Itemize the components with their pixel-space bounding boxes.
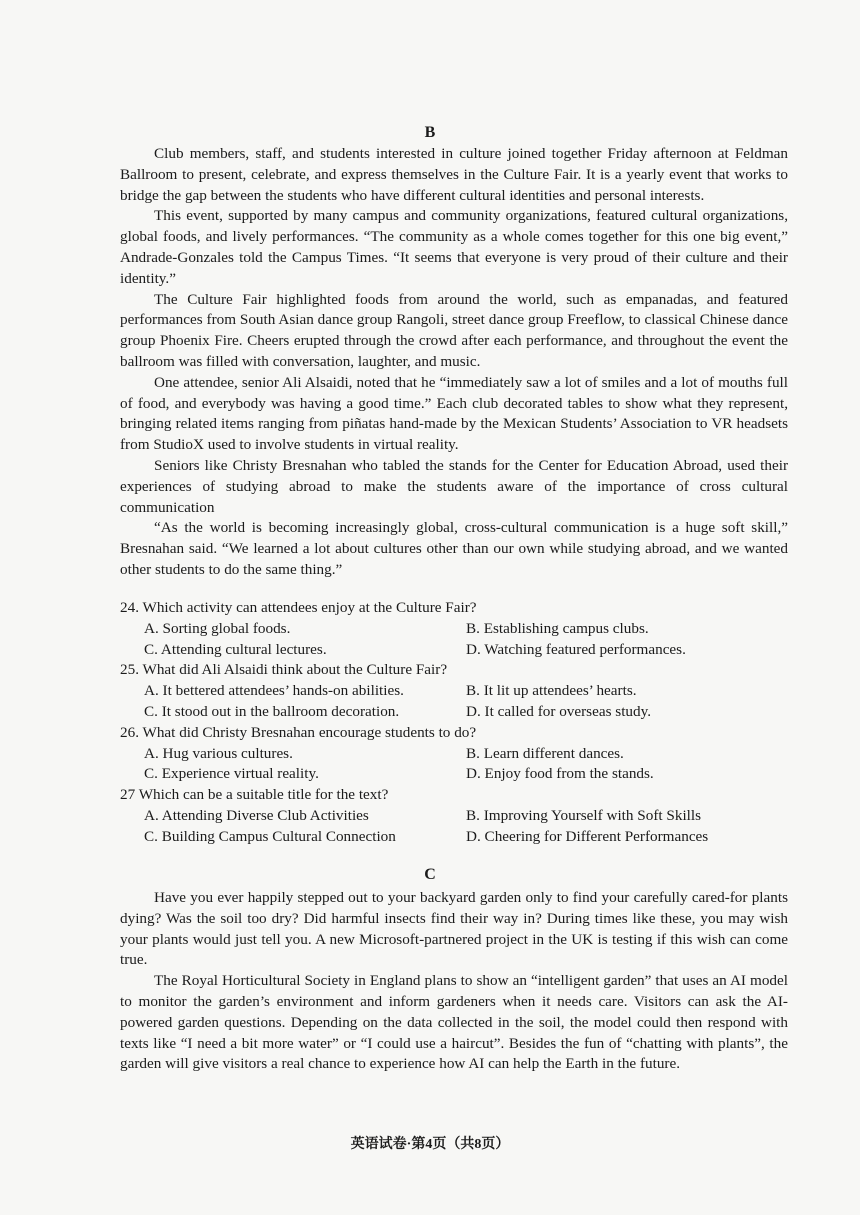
question-stem: 25. What did Ali Alsaidi think about the Culture Fair? [120, 661, 448, 679]
option-b: B. It lit up attendees’ hearts. [466, 682, 637, 700]
question-list [120, 598, 788, 848]
option-c: C. Attending cultural lectures. [144, 640, 327, 658]
option-c: C. It stood out in the ballroom decoration. [144, 702, 400, 720]
paragraph: The Royal Horticultural Society in England plans to show an “intelligent garden” that uses an AI model to monitor the garden’s environment and inform gardeners when it needs care. Visitors can ask the AI-powered garden questions. Depending on the data collected in the soil, the model could then respond with texts like “I need a bit more water” or “I could use a haircut”. Besides the fun of “chatting with plants”, the garden will give visitors a real chance to experience how AI can help the Earth in the future. [120, 972, 788, 1073]
option-c: C. Experience virtual reality. [144, 765, 319, 783]
option-b: B. Establishing campus clubs. [466, 619, 649, 637]
option-a: A. Sorting global foods. [144, 619, 291, 637]
option-grid [120, 619, 788, 661]
page-footer: 英语试卷·第4页（共8页） [350, 1137, 510, 1152]
option-a: A. Attending Diverse Club Activities [144, 806, 369, 824]
paragraph: Seniors like Christy Bresnahan who tabled the stands for the Center for Education Abroad, used their experiences of studying abroad to make the students aware of the importance of cross cultural communication [120, 456, 788, 516]
option-b: B. Improving Yourself with Soft Skills [466, 806, 702, 824]
option-d: D. Watching featured performances. [466, 640, 686, 658]
paragraph: “As the world is becoming increasingly global, cross-cultural communication is a huge soft skill,” Bresnahan said. “We learned a lot about cultures other than our own while studying abroad, and we wanted other students to do the same thing.” [120, 519, 788, 578]
section-b-passage [120, 144, 788, 581]
question-27 [120, 785, 788, 847]
option-a: A. Hug various cultures. [144, 744, 293, 762]
question-24 [120, 598, 788, 660]
paragraph: This event, supported by many campus and community organizations, featured cultural organizations, global foods, and lively performances. “The community as a whole comes together for this one big event,” Andrade-Gonzales told the Campus Times. “It seems that everyone is very proud of their culture and their identity.” [120, 207, 788, 287]
question-25 [120, 660, 788, 722]
option-d: D. Cheering for Different Performances [466, 827, 709, 845]
question-stem: 27 Which can be a suitable title for the text? [120, 786, 389, 804]
option-d: D. It called for overseas study. [466, 702, 652, 720]
paragraph: Have you ever happily stepped out to your backyard garden only to find your carefully cared-for plants dying? Was the soil too dry? Did harmful insects find their way in? During times like these, you may wish your plants would just tell you. A new Microsoft-partnered project in the UK is testing if this wish can come true. [120, 889, 788, 969]
section-c-passage [120, 888, 788, 1075]
question-26 [120, 723, 788, 785]
option-d: D. Enjoy food from the stands. [466, 765, 654, 783]
option-b: B. Learn different dances. [466, 744, 624, 762]
option-a: A. It bettered attendees’ hands-on abilities. [144, 682, 404, 700]
question-stem: 26. What did Christy Bresnahan encourage students to do? [120, 723, 477, 741]
option-c: C. Building Campus Cultural Connection [144, 827, 396, 845]
section-b-title: B [424, 124, 436, 141]
question-stem: 24. Which activity can attendees enjoy at the Culture Fair? [120, 599, 477, 616]
paragraph: One attendee, senior Ali Alsaidi, noted that he “immediately saw a lot of smiles and a lot of mouths full of food, and everybody was having a good time.” Each club decorated tables to show what they represent, bringing related items ranging from piñatas hand-made by the Mexican Students’ Association to VR headsets from StudioX used to involve students in virtual reality. [120, 373, 788, 454]
section-c-title: C [424, 866, 436, 883]
option-grid [120, 806, 788, 848]
paragraph: The Culture Fair highlighted foods from around the world, such as empanadas, and featured performances from South Asian dance group Rangoli, street dance group Freeflow, to classical Chinese dance group Phoenix Fire. Cheers erupted through the crowd after each performance, and throughout the event the ballroom was filled with conversation, laughter, and music. [120, 290, 788, 370]
option-grid [120, 744, 788, 786]
paragraph: Club members, staff, and students interested in culture joined together Friday afternoon at Feldman Ballroom to present, celebrate, and express themselves in the Culture Fair. It is a yearly event that works to bridge the gap between the students who have different cultural identities and personal interests. [120, 145, 788, 204]
option-grid [120, 681, 788, 723]
